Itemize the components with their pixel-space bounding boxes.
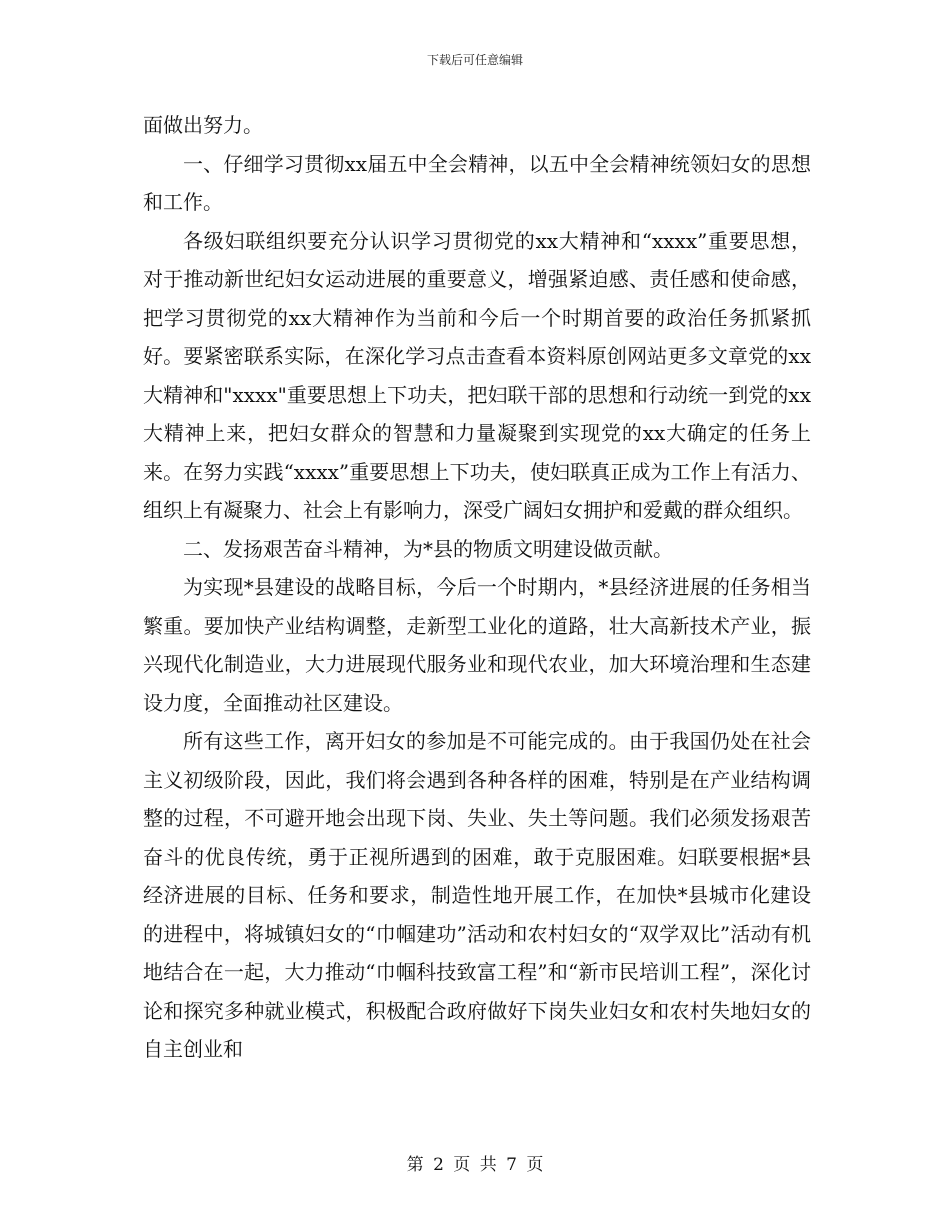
section-heading-2: 二、发扬艰苦奋斗精神，为*县的物质文明建设做贡献。	[183, 536, 673, 561]
paragraph: 为实现*县建设的战略目标，今后一个时期内，*县经济进展的任务相当繁重。要加快产业结构调整，走新型工业化的道路，壮大高新技术产业，振兴现代化制造业，大力进展现代服务业和现代农业，加大环境治理和生态建设力度，全面推动社区建设。	[143, 575, 811, 715]
page-number-footer: 第 2 页 共 7 页	[406, 1155, 544, 1175]
section-heading-1: 一、仔细学习贯彻xx届五中全会精神，以五中全会精神统领妇女的思想和工作。	[143, 151, 811, 214]
document-body	[143, 106, 811, 1069]
paragraph-continuation: 面做出努力。	[143, 113, 263, 137]
paragraph: 所有这些工作，离开妇女的参加是不可能完成的。由于我国仍处在社会主义初级阶段，因此，我们将会遇到各种各样的困难，特别是在产业结构调整的过程，不可避开地会出现下岗、失业、失土等问题。我们必须发扬艰苦奋斗的优良传统，勇于正视所遇到的困难，敢于克服困难。妇联要根据*县经济进展的目标、任务和要求，制造性地开展工作，在加快*县城市化建设的进程中，将城镇妇女的“巾帼建功”活动和农村妇女的“双学双比”活动有机地结合在一起，大力推动“巾帼科技致富工程”和“新市民培训工程”，深化讨论和探究多种就业模式，积极配合政府做好下岗失业妇女和农村失地妇女的自主创业和	[143, 729, 811, 1061]
paragraph: 各级妇联组织要充分认识学习贯彻党的xx大精神和“xxxx”重要思想，对于推动新世纪妇女运动进展的重要意义，增强紧迫感、责任感和使命感，把学习贯彻党的xx大精神作为当前和今后一个时期首要的政治任务抓紧抓好。要紧密联系实际，在深化学习点击查看本资料原创网站更多文章党的xx大精神和"xxxx"重要思想上下功夫，把妇联干部的思想和行动统一到党的xx大精神上来，把妇女群众的智慧和力量凝聚到实现党的xx大确定的任务上来。在努力实践“xxxx”重要思想上下功夫，使妇联真正成为工作上有活力、组织上有凝聚力、社会上有影响力，深受广阔妇女拥护和爱戴的群众组织。	[143, 228, 811, 522]
page-header: 下载后可任意编辑	[426, 53, 523, 67]
